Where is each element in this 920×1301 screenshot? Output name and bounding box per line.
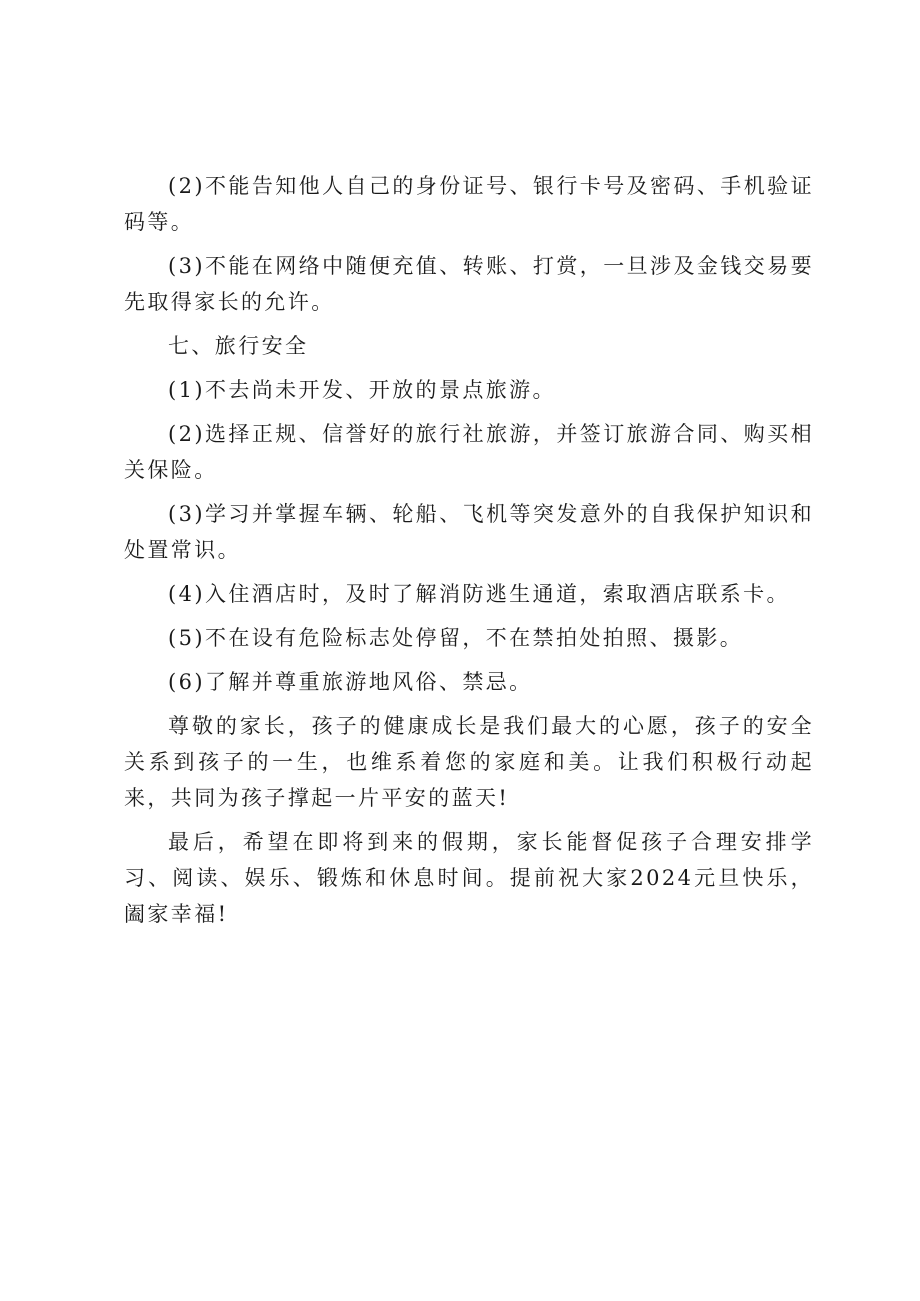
paragraph-travel-1: (1)不去尚未开发、开放的景点旅游。 xyxy=(168,378,556,402)
document-page xyxy=(124,168,814,932)
paragraph-holiday-wishes: 最后，希望在即将到来的假期，家长能督促孩子合理安排学习、阅读、娱乐、锻炼和休息时间。提前祝大家2024元旦快乐，阖家幸福! xyxy=(124,830,814,926)
spacer xyxy=(124,568,814,576)
paragraph-network-privacy: (2)不能告知他人自己的身份证号、银行卡号及密码、手机验证码等。 xyxy=(124,174,814,234)
spacer xyxy=(124,700,814,708)
paragraph-travel-6: (6)了解并尊重旅游地风俗、禁忌。 xyxy=(168,670,533,694)
spacer xyxy=(124,816,814,824)
paragraph-travel-3: (3)学习并掌握车辆、轮船、飞机等突发意外的自我保护知识和处置常识。 xyxy=(124,502,814,562)
section-heading-travel-safety: 七、旅行安全 xyxy=(168,334,309,358)
spacer xyxy=(124,656,814,664)
spacer xyxy=(124,408,814,416)
spacer xyxy=(124,320,814,328)
paragraph-network-payment: (3)不能在网络中随便充值、转账、打赏，一旦涉及金钱交易要先取得家长的允许。 xyxy=(124,254,814,314)
spacer xyxy=(124,488,814,496)
paragraph-closing-appeal: 尊敬的家长，孩子的健康成长是我们最大的心愿，孩子的安全关系到孩子的一生，也维系着您的家庭和美。让我们积极行动起来，共同为孩子撑起一片平安的蓝天! xyxy=(124,714,814,810)
paragraph-travel-5: (5)不在设有危险标志处停留，不在禁拍处拍照、摄影。 xyxy=(168,626,744,650)
spacer xyxy=(124,240,814,248)
spacer xyxy=(124,364,814,372)
paragraph-travel-2: (2)选择正规、信誉好的旅行社旅游，并签订旅游合同、购买相关保险。 xyxy=(124,422,814,482)
spacer xyxy=(124,612,814,620)
paragraph-travel-4: (4)入住酒店时，及时了解消防逃生通道，索取酒店联系卡。 xyxy=(168,582,790,606)
